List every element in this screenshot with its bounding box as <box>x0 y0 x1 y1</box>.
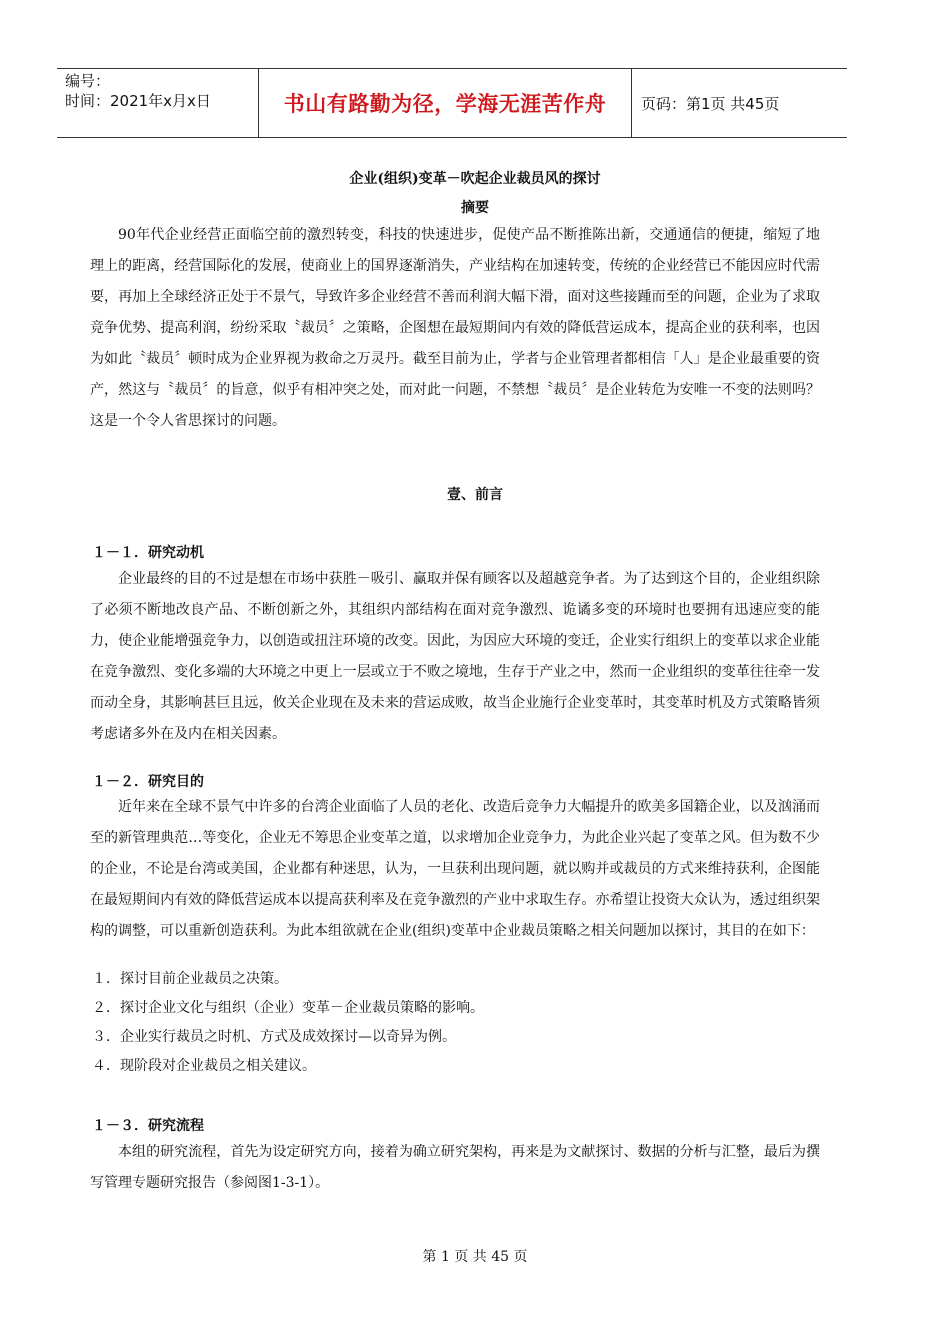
page-footer: 第 1 页 共 45 页 <box>422 1249 528 1265</box>
abstract-paragraph: 90年代企业经营正面临空前的激烈转变，科技的快速进步，促使产品不断推陈出新，交通通信的便捷，缩短了地理上的距离，经营国际化的发展，使商业上的国界逐渐消失，产业结构在加速转变，传统的企业经营已不能因应时代需要，再加上全球经济正处于不景气，导致许多企业经营不善而利润大幅下滑，面对这些接踵而至的问题，企业为了求取竞争优势、提高利润，纷纷采取〝裁员〞之策略，企图想在最短期间内有效的降低营运成本，提高企业的获利率，也因为如此〝裁员〞顿时成为企业界视为救命之万灵丹。截至目前为止，学者与企业管理者都相信「人」是企业最重要的资产，然这与〝裁员〞的旨意，似乎有相冲突之处，而对此一问题，不禁想〝裁员〞是企业转危为安唯一不变的法则吗？这是一个令人省思探讨的问题。 <box>90 227 820 429</box>
section-heading-process: １－３．研究流程 <box>92 1118 204 1134</box>
doc-title: 企业(组织)变革－吹起企业裁员风的探讨 <box>349 171 601 187</box>
section-paragraph-process: 本组的研究流程，首先为设定研究方向，接着为确立研究架构，再来是为文献探讨、数据的分析与汇整，最后为撰写管理专题研究报告（参阅图1-3-1）。 <box>90 1144 820 1191</box>
chapter-heading: 壹、前言 <box>447 487 503 503</box>
list-item: ３．企业实行裁员之时机、方式及成效探讨—以奇异为例。 <box>92 1029 456 1045</box>
page-header <box>57 68 847 138</box>
header-motto: 书山有路勤为径，学海无涯苦作舟 <box>258 69 632 137</box>
section-paragraph-purpose: 近年来在全球不景气中许多的台湾企业面临了人员的老化、改造后竞争力大幅提升的欧美多国籍企业，以及汹涌而至的新管理典范…等变化，企业无不筹思企业变革之道，以求增加企业竞争力，为此企业兴起了变革之风。但为数不少的企业，不论是台湾或美国，企业都有种迷思，认为，一旦获利出现问题，就以购并或裁员的方式来维持获利，企图能在最短期间内有效的降低营运成本以提高获利率及在竞争激烈的产业中求取生存。亦希望让投资大众认为，透过组织架构的调整，可以重新创造获利。为此本组欲就在企业(组织)变革中企业裁员策略之相关问题加以探讨，其目的在如下： <box>90 799 820 939</box>
doc-number-label: 编号： <box>65 72 111 90</box>
header-meta <box>65 71 260 111</box>
section-paragraph-motivation: 企业最终的目的不过是想在市场中获胜－吸引、赢取并保有顾客以及超越竞争者。为了达到这个目的，企业组织除了必须不断地改良产品、不断创新之外，其组织内部结构在面对竞争激烈、诡谲多变的环境时也要拥有迅速应变的能力，使企业能增强竞争力，以创造或扭注环境的改变。因此，为因应大环境的变迁，企业实行组织上的变革以求企业能在竞争激烈、变化多端的大环境之中更上一层或立于不败之境地，生存于产业之中，然而一企业组织的变革往往牵一发而动全身，其影响甚巨且远，攸关企业现在及未来的营运成败，故当企业施行企业变革时，其变革时机及方式策略皆须考虑诸多外在及内在相关因素。 <box>90 571 820 742</box>
list-item: ２．探讨企业文化与组织（企业）变革－企业裁员策略的影响。 <box>92 1000 484 1016</box>
header-page-label: 页码：第1页 共45页 <box>641 94 780 113</box>
doc-time-label: 时间：2021年x月x日 <box>65 92 211 110</box>
abstract-heading: 摘要 <box>461 200 489 216</box>
section-heading-motivation: １－１．研究动机 <box>92 545 204 561</box>
list-item: １．探讨目前企业裁员之决策。 <box>92 971 288 987</box>
list-item: ４．现阶段对企业裁员之相关建议。 <box>92 1058 316 1074</box>
purpose-list <box>92 965 812 1081</box>
section-heading-purpose: １－２．研究目的 <box>92 774 204 790</box>
